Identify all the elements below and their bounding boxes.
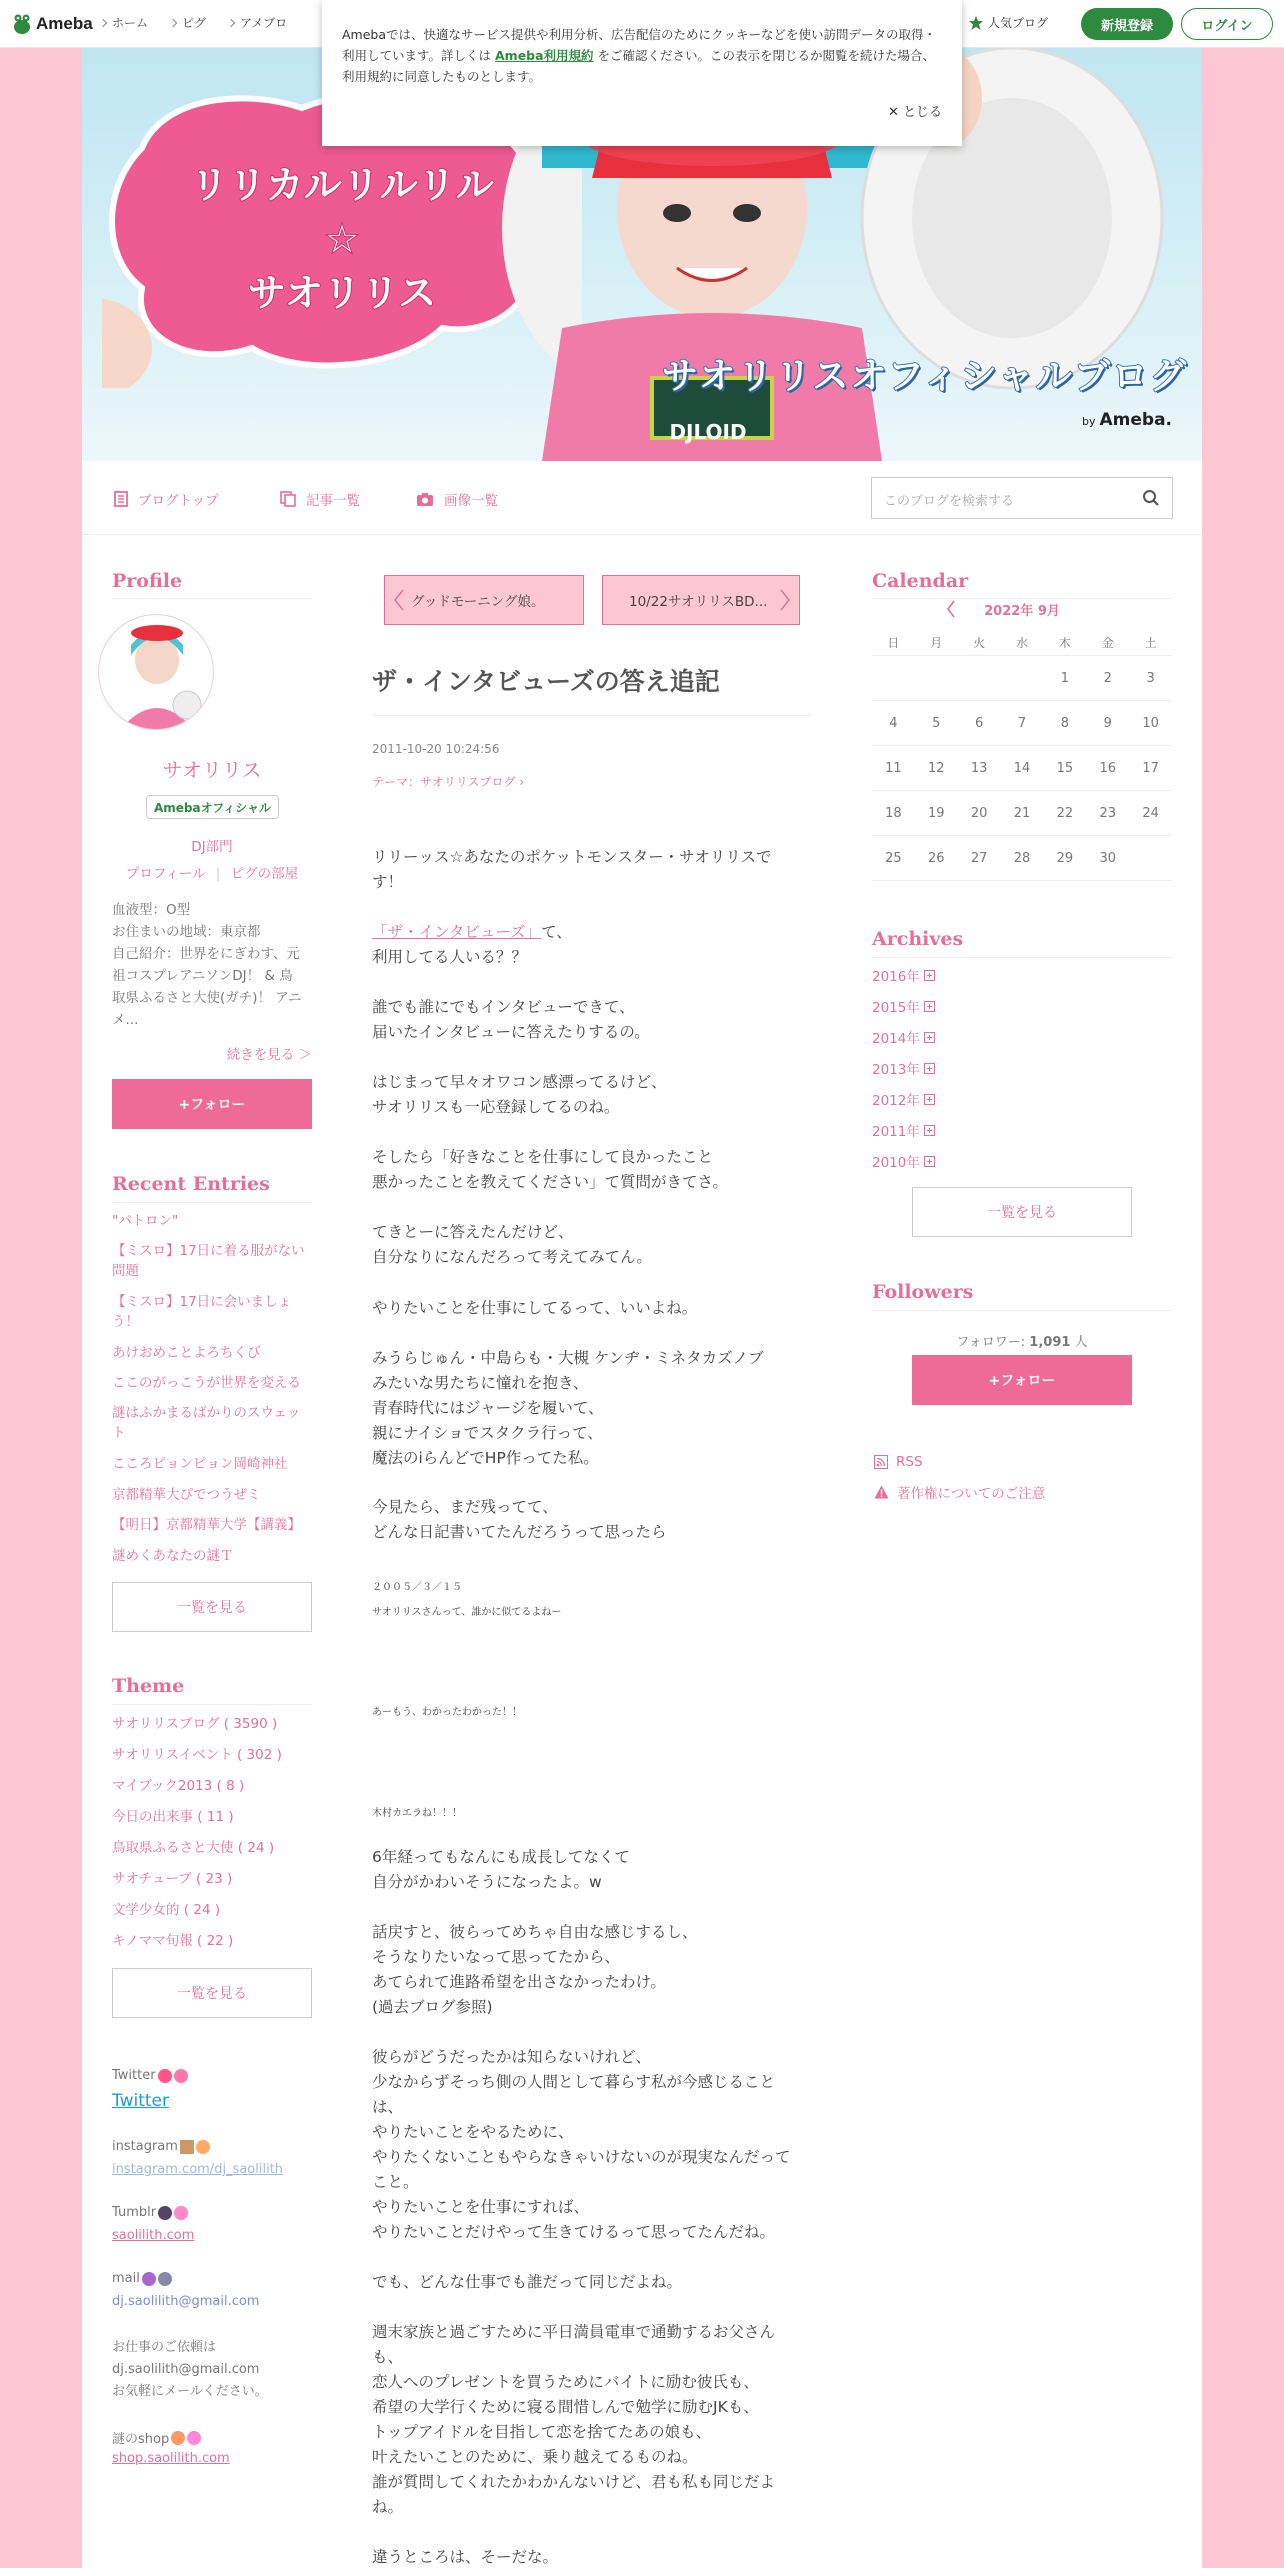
profile-link[interactable]: プロフィール [125, 866, 206, 882]
recent-entry-line: 【ミスロ】17日に会いましょ [112, 1294, 292, 1310]
prev-entry-label: グッドモーニング娘。 [411, 594, 545, 610]
archive-year[interactable] [872, 1058, 935, 1078]
article-line: そしたら「好きなことを仕事にして良かったこと [372, 1148, 714, 1166]
warning-icon [874, 1485, 889, 1499]
emoji-icon [142, 2272, 156, 2286]
tumblr-link[interactable]: saolilith.com [112, 2228, 195, 2243]
archive-year-label: 2015年 [872, 1000, 920, 1016]
calendar-grid [872, 630, 1172, 881]
calendar-day[interactable]: 25 [885, 850, 902, 866]
archive-year[interactable] [872, 1027, 935, 1047]
old-diary-line: あーもう、わかったわかった！！ [372, 1707, 522, 1718]
blog-title: サオリリスオフィシャルブログ [662, 356, 1188, 397]
calendar-weekday-row [872, 630, 1172, 656]
prev-entry-button[interactable] [384, 575, 584, 625]
article-theme [372, 773, 524, 790]
theme-heading: Theme [112, 1675, 185, 1697]
recent-entry-line: 【ミスロ】17日に着る服がない [112, 1243, 305, 1259]
calendar-day[interactable]: 21 [1013, 805, 1031, 821]
follower-count [872, 1331, 1172, 1350]
blog-nav [82, 461, 1202, 535]
calendar-heading: Calendar [872, 570, 969, 592]
header-blob-line1: リリカルリルリル [190, 163, 494, 207]
next-entry-label: 10/22サオリリスBD... [629, 594, 768, 610]
article-title[interactable]: ザ・インタビューズの答え追記 [372, 667, 720, 696]
profile-details [112, 899, 318, 1031]
article-line [372, 920, 804, 945]
ameba-frog-icon [12, 13, 32, 35]
calendar-weekday: 金 [1101, 636, 1114, 650]
recent-entry[interactable] [112, 1292, 312, 1332]
article-line: そうなりたいなって思ってたから、 [372, 1948, 621, 1966]
archive-year[interactable] [872, 965, 935, 985]
article-line: 青春時代にはジャージを履いて、 [372, 1399, 604, 1417]
calendar-month: 2022年 9月 [984, 604, 1060, 619]
old-diary-date: ２００５／３／１５ [372, 1582, 462, 1593]
calendar-day[interactable]: 3 [1146, 670, 1155, 686]
archive-year-label: 2011年 [872, 1124, 920, 1140]
article-line: 魔法のiらんどでHP作ってた私。 [372, 1449, 599, 1467]
profile-name[interactable]: サオリリス [162, 758, 262, 782]
follower-count-unit: 人 [1074, 1335, 1088, 1350]
calendar-day[interactable]: 10 [1142, 715, 1159, 731]
profile-category[interactable]: DJ部門 [191, 839, 233, 855]
article-line: 悪かったことを教えてください」て質問がきてさ。 [372, 1173, 728, 1191]
article-paragraph [372, 1346, 804, 1471]
expand-plus-icon[interactable] [924, 1125, 935, 1136]
calendar-day[interactable]: 30 [1099, 850, 1116, 866]
instagram-label-row [112, 2139, 210, 2154]
header-badge-text: DJLOID [669, 420, 747, 444]
recent-entry[interactable]: ここのがっこうが世界を変える [112, 1375, 301, 1391]
profile-intro-1: 自己紹介：世界をにぎわす、元 [112, 946, 300, 962]
divider [112, 1704, 312, 1705]
global-nav [100, 14, 287, 31]
cookie-text-1: Amebaでは、快適なサービス提供や利用分析、広告配信のためにクッキーなどを使い訪問データの取得・利用しています。詳しくは [342, 27, 937, 63]
header-by-label: by [1082, 415, 1096, 428]
tumblr-label-row [112, 2205, 188, 2220]
tumblr-label: Tumblr [112, 2205, 157, 2220]
theme-item[interactable]: サオチューブ ( 23 ) [112, 1871, 233, 1887]
article-line: トップアイドルを目指して恋を捨てたあの娘も、 [372, 2423, 712, 2441]
star-icon [968, 15, 984, 31]
article-paragraph [372, 1070, 804, 1120]
calendar-weekday: 水 [1016, 636, 1029, 650]
theme-item[interactable]: サオリリスイベント ( 302 ) [112, 1747, 282, 1763]
calendar-day[interactable]: 17 [1142, 760, 1159, 776]
calendar-day[interactable]: 12 [928, 760, 945, 776]
emoji-icon [196, 2140, 210, 2154]
header-blob-text [162, 158, 522, 320]
copyright-notice-label: 著作権についてのご注意 [897, 1486, 1046, 1502]
profile-links [112, 862, 312, 882]
article-paragraph [372, 1220, 804, 1270]
article-line: 誰でも誰にでもインタビューできて、 [372, 998, 635, 1016]
article-line: みたいな男たちに憧れを抱き、 [372, 1374, 589, 1392]
calendar-day[interactable]: 9 [1103, 715, 1112, 731]
article-line: 届いたインタビューに答えたりするの。 [372, 1023, 650, 1041]
shop-link[interactable]: shop.saolilith.com [112, 2451, 230, 2466]
header-brand: Ameba. [1099, 410, 1172, 430]
profile-intro-4: メ... [112, 1012, 139, 1028]
calendar-day[interactable]: 24 [1142, 805, 1159, 821]
profile-heading: Profile [112, 570, 183, 592]
follower-count-label: フォロワー: [956, 1335, 1026, 1350]
recent-entry[interactable]: 京都精華大ぴでつうぜミ [112, 1487, 261, 1503]
nav-home[interactable] [100, 14, 148, 31]
search-placeholder: このブログを検索する [884, 494, 1015, 509]
work-inquiry [112, 2337, 268, 2403]
calendar-week-row [872, 836, 1172, 881]
article-line: はじまって早々オワコン感漂ってるけど、 [372, 1073, 667, 1091]
calendar-day[interactable]: 19 [928, 805, 945, 821]
archive-year[interactable] [872, 1120, 935, 1140]
article-line: 誰が質問してくれたかわかんないけど、君も私も同じだよ [372, 2473, 776, 2491]
recent-entry[interactable]: "バトロン" [112, 1213, 179, 1229]
calendar-week-row [872, 701, 1172, 746]
chevron-right-icon [99, 18, 107, 26]
archive-year-label: 2012年 [872, 1093, 920, 1109]
calendar-day[interactable]: 4 [889, 715, 898, 731]
cookie-text-2: をご確認ください。この表示を閉じるか閲覧を続けた場合、利用規約に同意したものとします。 [342, 48, 936, 84]
article-line: やりたいことを仕事にすれば、 [372, 2198, 590, 2216]
cookie-close-button[interactable]: ✕ とじる [887, 105, 942, 120]
profile-intro-2: 祖コスプレアニソンDJ！ & 鳥 [112, 968, 293, 984]
followers-heading: Followers [872, 1281, 974, 1303]
pig-room-link[interactable]: ピグの部屋 [230, 866, 299, 882]
article-line: 話戻すと、彼らってめちゃ自由な感じするし、 [372, 1923, 698, 1941]
calendar-month-nav [872, 597, 1172, 621]
recent-entry-line: 問題 [112, 1263, 139, 1279]
profile-blood-type: 血液型：O型 [112, 902, 191, 918]
article-line: やりたいことを仕事にしてるって、いいよね。 [372, 1299, 698, 1317]
recent-more-button[interactable]: 一覧を見る [112, 1582, 312, 1632]
chevron-right-icon: › [515, 775, 525, 789]
calendar-weekday: 土 [1144, 636, 1157, 650]
instagram-label: instagram [112, 2139, 178, 2154]
expand-plus-icon[interactable] [924, 1156, 935, 1167]
chevron-right-icon [779, 589, 791, 611]
archives-more-button[interactable]: 一覧を見る [912, 1187, 1132, 1237]
calendar-day[interactable]: 13 [970, 760, 988, 776]
theme-item[interactable]: 文学少女的 ( 24 ) [112, 1902, 221, 1918]
article-line: 少なからずそっち側の人間として暮らす私が今感じること [372, 2073, 776, 2091]
avatar-illustration [99, 615, 214, 730]
divider [872, 1310, 1172, 1311]
article-line: 今見たら、まだ残ってて、 [372, 1498, 558, 1516]
camera-icon [416, 492, 434, 507]
calendar-day[interactable]: 1 [1060, 670, 1069, 686]
theme-more-button[interactable]: 一覧を見る [112, 1968, 312, 2018]
nav-pigg-label: ピグ [182, 16, 207, 30]
follower-count-value: 1,091 [1029, 1335, 1071, 1350]
recent-entry-line: 謎はふかまるばかりのスウェッ [112, 1405, 301, 1421]
emoji-icon [158, 2272, 172, 2286]
calendar-week-row [872, 791, 1172, 836]
calendar-day[interactable]: 16 [1099, 760, 1116, 776]
recent-entry[interactable]: 謎めくあなたの謎Ｔ [112, 1548, 234, 1564]
blog-top-label: ブログトップ [138, 493, 219, 509]
article-line: 週末家族と過ごすために平日満員電車で通勤するお父さん [372, 2323, 776, 2341]
article-line: サオリリスも一応登録してるのね。 [372, 1098, 620, 1116]
calendar-day[interactable]: 15 [1056, 760, 1074, 776]
calendar-weekday: 木 [1058, 636, 1071, 650]
article-paragraph [372, 1845, 804, 1895]
emoji-icon [187, 2431, 201, 2445]
popular-blog-label: 人気ブログ [988, 16, 1049, 30]
article-line: は、 [372, 2098, 404, 2116]
blog-search-input[interactable] [871, 477, 1173, 519]
calendar-day[interactable]: 28 [1013, 850, 1031, 866]
article-line: あてられて進路希望を出さなかったわけ。 [372, 1973, 666, 1991]
article-paragraph [372, 920, 804, 970]
chevron-left-icon [393, 589, 405, 611]
article-line: 叶えたいことのために、乗り越えてるものね。 [372, 2448, 698, 2466]
entry-list-link[interactable] [280, 489, 360, 509]
article-line-text: て、 [541, 923, 572, 941]
archive-year-label: 2010年 [872, 1155, 920, 1171]
calendar-day[interactable]: 2 [1103, 670, 1112, 686]
article-line: どんな日記書いてたんだろうって思ったら [372, 1523, 667, 1541]
ameba-logo-text: Ameba [36, 14, 93, 33]
article-line: てきとーに答えたんだけど、 [372, 1223, 574, 1241]
blog-top-link[interactable] [114, 489, 219, 509]
instagram-link[interactable]: instagram.com/dj_saolilith [112, 2162, 284, 2177]
calendar-week-row [872, 746, 1172, 791]
twitter-label-row [112, 2068, 188, 2083]
archive-year[interactable] [872, 1089, 935, 1109]
calendar-week-row [872, 656, 1172, 701]
expand-plus-icon[interactable] [924, 1094, 935, 1105]
shop-label-row [112, 2428, 201, 2447]
calendar-day[interactable]: 8 [1060, 715, 1069, 731]
article-line: やりたいことをやるために、 [372, 2123, 574, 2141]
twitter-label: Twitter [112, 2068, 156, 2083]
expand-plus-icon[interactable] [924, 1032, 935, 1043]
nav-ameblo-label: アメブロ [240, 16, 288, 30]
image-list-link[interactable] [416, 489, 498, 509]
calendar-weekday: 火 [973, 636, 986, 650]
article-line: リリーッス☆あなたのポケットモンスター・サオリリスで [372, 848, 772, 866]
article-paragraph [372, 1920, 804, 2020]
article-paragraph [372, 2045, 804, 2245]
followers-follow-button[interactable]: +フォロー [912, 1355, 1132, 1405]
rss-icon [874, 1455, 888, 1469]
article-paragraph [372, 2270, 804, 2295]
article-line: ね。 [372, 2498, 404, 2516]
document-icon [114, 491, 128, 507]
profile-area: お住まいの地域：東京都 [112, 924, 261, 940]
old-diary-line: 木村カエラね！！！ [372, 1808, 462, 1819]
archive-year[interactable] [872, 996, 935, 1016]
article-line: みうらじゅん・中島らも・大槻 ケンヂ・ミネタカズノブ [372, 1349, 764, 1367]
entry-list-label: 記事一覧 [306, 493, 360, 509]
article-date: 2011-10-20 10:24:56 [372, 742, 500, 756]
article-line: 6年経ってもなんにも成長してなくて [372, 1848, 630, 1866]
article-line: やりたいことだけやって生きてけるって思ってたんだね。 [372, 2223, 776, 2241]
expand-plus-icon[interactable] [924, 970, 935, 981]
article-paragraph [372, 1296, 804, 1321]
article-paragraph [372, 995, 804, 1045]
article-line: す！ [372, 873, 404, 891]
header-blob-star: ☆ [324, 217, 360, 261]
calendar-weekday: 日 [887, 636, 900, 650]
heart-emoji-icon [174, 2069, 188, 2083]
article-line: 希望の大学行くために寝る間惜しんで勉学に励むJKも、 [372, 2398, 759, 2416]
nav-pigg[interactable] [170, 14, 206, 31]
recent-entry[interactable]: 【明日】京都精華大学【講義】 [112, 1517, 301, 1533]
terms-link[interactable]: Ameba利用規約 [495, 48, 594, 63]
divider [112, 598, 312, 599]
archive-year-label: 2013年 [872, 1062, 920, 1078]
recent-entry[interactable]: あけおめことよろちくび [112, 1345, 261, 1361]
shop-label: 謎のshop [112, 2432, 170, 2447]
article-theme-label: テーマ： [372, 775, 421, 789]
header-by-ameba [1082, 410, 1172, 430]
article-line: 違うところは、そーだな。 [372, 2548, 559, 2566]
follow-button[interactable]: +フォロー [112, 1079, 312, 1129]
article-paragraph [372, 2320, 804, 2520]
emoji-icon [180, 2140, 194, 2154]
article-paragraph [372, 1495, 804, 1545]
article-paragraph [372, 1145, 804, 1195]
calendar-day[interactable]: 5 [932, 715, 941, 731]
cookie-close-label: とじる [902, 105, 942, 120]
nav-ameblo[interactable] [228, 14, 287, 31]
emoji-icon [158, 2206, 172, 2220]
divider [872, 957, 1172, 958]
archive-year[interactable] [872, 1151, 935, 1171]
work-inquiry-1: お仕事のご依頼は [112, 2340, 217, 2355]
interviews-link[interactable]: 「ザ・インタビューズ」 [372, 923, 542, 941]
emoji-icon [174, 2206, 188, 2220]
twitter-link[interactable]: Twitter [112, 2091, 169, 2111]
profile-intro-3: 取県ふるさと大使(ガチ)！ アニ [112, 990, 302, 1006]
emoji-icon [171, 2431, 185, 2445]
article-line: 彼らがどうだったかは知らないけれど、 [372, 2048, 652, 2066]
recent-entry[interactable] [112, 1241, 312, 1281]
mail-label-row [112, 2271, 172, 2286]
calendar-day[interactable]: 22 [1056, 805, 1074, 821]
theme-item[interactable]: キノママ旬報 ( 22 ) [112, 1933, 234, 1949]
rss-link[interactable] [874, 1454, 923, 1470]
recent-entry-line: ト [112, 1425, 126, 1441]
recent-entry[interactable]: こころピョンピョン岡崎神社 [112, 1456, 288, 1472]
rss-label: RSS [896, 1454, 923, 1470]
article-line: でも、どんな仕事でも誰だって同じだよね。 [372, 2273, 683, 2291]
theme-item[interactable]: 今日の出来事 ( 11 ) [112, 1809, 234, 1825]
archive-year-label: 2014年 [872, 1031, 920, 1047]
article-line: 恋人へのプレゼントを買うためにバイトに励む彼氏も、 [372, 2373, 759, 2391]
work-inquiry-2: dj.saolilith@gmail.com [112, 2362, 260, 2377]
theme-item[interactable]: 鳥取県ふるさと大使 ( 24 ) [112, 1840, 275, 1856]
article-line: も、 [372, 2348, 404, 2366]
calendar-day[interactable]: 6 [975, 715, 984, 731]
copyright-notice-link[interactable] [874, 1482, 1045, 1502]
header-blob-line2: サオリリス [247, 271, 437, 315]
article-paragraph [372, 845, 804, 895]
mail-link[interactable]: dj.saolilith@gmail.com [112, 2294, 260, 2309]
ameba-logo[interactable] [12, 12, 93, 36]
calendar-day[interactable]: 20 [970, 805, 988, 821]
article-line: やりたくないこともやらなきゃいけないのが現実なんだって [372, 2148, 791, 2166]
article-paragraph [372, 2545, 804, 2568]
image-list-label: 画像一覧 [444, 493, 498, 509]
article-line: (過去ブログ参照) [372, 1998, 493, 2016]
theme-item[interactable]: サオリリスブログ ( 3590 ) [112, 1716, 278, 1732]
article-line: 親にナイショでスタクラ行って、 [372, 1424, 603, 1442]
chevron-right-icon [227, 18, 235, 26]
work-inquiry-3: お気軽にメールください。 [112, 2384, 268, 2399]
calendar-day[interactable]: 18 [885, 805, 902, 821]
recent-entry[interactable] [112, 1403, 312, 1443]
search-icon[interactable] [1142, 489, 1160, 507]
article-line: 自分がかわいそうになったよ。w [372, 1873, 602, 1891]
expand-plus-icon[interactable] [924, 1063, 935, 1074]
calendar-day[interactable]: 29 [1056, 850, 1074, 866]
calendar-day[interactable]: 23 [1099, 805, 1116, 821]
article-line: 自分なりになんだろって考えてみてん。 [372, 1248, 652, 1266]
calendar-day[interactable]: 7 [1017, 715, 1027, 731]
recent-entry-line: う！ [112, 1314, 139, 1330]
calendar-weekday: 月 [930, 636, 943, 650]
old-diary-line: サオリリスさんって、誰かに似てるよねー [372, 1607, 562, 1618]
mail-label: mail [112, 2271, 140, 2286]
chevron-right-icon [169, 18, 177, 26]
divider [112, 1202, 312, 1203]
archive-year-label: 2016年 [872, 969, 920, 985]
nav-home-label: ホーム [112, 16, 149, 30]
article-theme-link[interactable]: サオリリスブログ [420, 775, 516, 789]
next-entry-button[interactable] [602, 575, 800, 625]
calendar-day[interactable]: 11 [885, 760, 902, 776]
emoji-icon [158, 2069, 172, 2083]
archives-heading: Archives [872, 928, 964, 950]
article-line: 利用してる人いる？？ [372, 948, 528, 966]
calendar-day[interactable]: 14 [1013, 760, 1031, 776]
divider: | [215, 866, 221, 882]
recent-entries-heading: Recent Entries [112, 1173, 270, 1195]
popular-blog-link[interactable] [968, 14, 1048, 31]
theme-item[interactable]: マイブック2013 ( 8 ) [112, 1778, 245, 1794]
cookie-banner [322, 0, 962, 146]
login-button[interactable]: ログイン [1181, 8, 1273, 40]
official-badge: Amebaオフィシャル [146, 795, 279, 819]
profile-avatar[interactable] [98, 614, 214, 730]
copy-icon [280, 491, 296, 507]
divider [372, 715, 812, 716]
calendar-day[interactable]: 27 [970, 850, 988, 866]
calendar-day[interactable]: 26 [928, 850, 945, 866]
register-button[interactable]: 新規登録 [1081, 8, 1173, 40]
expand-plus-icon[interactable] [924, 1001, 935, 1012]
profile-more-link[interactable]: 続きを見る ＞ [226, 1047, 312, 1063]
article-line: こと。 [372, 2173, 419, 2191]
